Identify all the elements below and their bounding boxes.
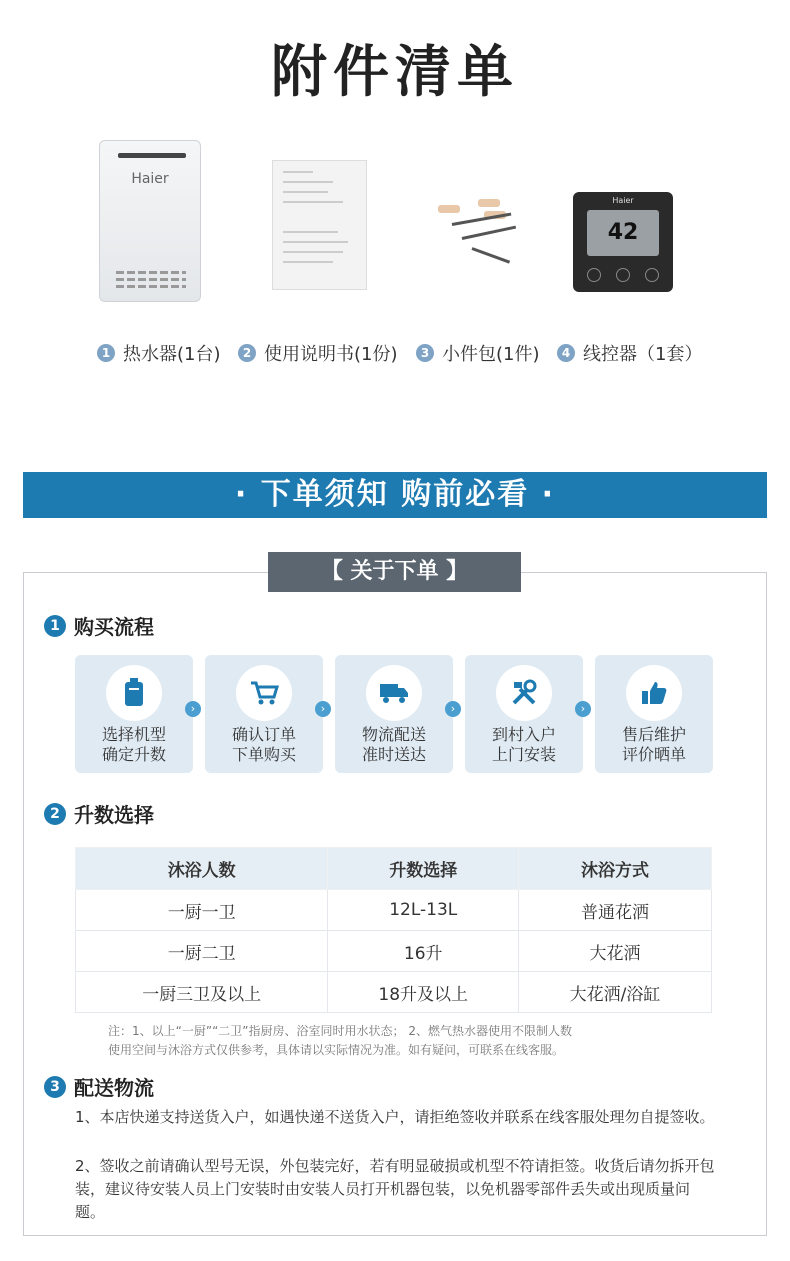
chevron-right-icon: › <box>185 701 201 717</box>
notice-banner: · 下单须知 购前必看 · <box>23 472 767 518</box>
cart-icon <box>236 665 292 721</box>
step-card: 确认订单 下单购买 <box>205 655 323 773</box>
accessory-item: 2 使用说明书(1份) <box>238 340 398 366</box>
chevron-right-icon: › <box>575 701 591 717</box>
truck-icon <box>366 665 422 721</box>
chevron-right-icon: › <box>445 701 461 717</box>
section-heading: 2 升数选择 <box>44 799 154 828</box>
accessory-item: 3 小件包(1件) <box>416 340 540 366</box>
step-card: 物流配送 准时送达 <box>335 655 453 773</box>
delivery-note-1: 1、本店快递支持送货入户，如遇快递不送货入户，请拒绝签收并联系在线客服处理勿自提签收。 <box>75 1108 715 1126</box>
section-heading: 3 配送物流 <box>44 1072 154 1101</box>
table-footnote: 注：1、以上“一厨”“二卫”指厨房、浴室同时用水状态； 2、燃气热水器使用不限制人数 使用空间与沐浴方式仅供参考，具体请以实际情况为准。如有疑问，可联系在线客服。 <box>108 1024 572 1057</box>
thumbs-up-icon <box>626 665 682 721</box>
page-title: 附件清单 <box>271 40 519 105</box>
capacity-table <box>75 847 712 1013</box>
table-row: 一厨三卫及以上 18升及以上 大花洒/浴缸 <box>76 972 712 1013</box>
accessory-item: 1 热水器(1台) <box>97 340 221 366</box>
section-heading: 1 购买流程 <box>44 611 154 640</box>
tools-icon <box>496 665 552 721</box>
water-heater-icon <box>106 665 162 721</box>
purchase-steps <box>75 655 715 773</box>
small-parts-image <box>432 195 517 265</box>
heater-brand-logo: Haier <box>131 171 169 187</box>
table-row: 一厨二卫 16升 大花洒 <box>76 931 712 972</box>
notice-tab: 【 关于下单 】 <box>268 552 521 592</box>
step-card: 售后维护 评价晒单 <box>595 655 713 773</box>
table-header-row: 沐浴人数 升数选择 沐浴方式 <box>76 848 712 890</box>
step-card: 到村入户 上门安装 <box>465 655 583 773</box>
accessory-item: 4 线控器（1套） <box>557 340 702 366</box>
delivery-note-2: 2、签收之前请确认型号无误，外包装完好，若有明显破损或机型不符请拒签。收货后请勿拆开包装，建议待安装人员上门安装时由安装人员打开机器包装，以免机器零部件丢失或出现质量问题。 <box>75 1157 715 1221</box>
table-row: 一厨一卫 12L-13L 普通花洒 <box>76 890 712 931</box>
water-heater-image <box>99 140 201 302</box>
manual-image <box>272 160 367 290</box>
step-card: 选择机型 确定升数 <box>75 655 193 773</box>
accessory-list <box>0 130 790 370</box>
controller-image: Haier 42 <box>573 192 673 292</box>
chevron-right-icon: › <box>315 701 331 717</box>
